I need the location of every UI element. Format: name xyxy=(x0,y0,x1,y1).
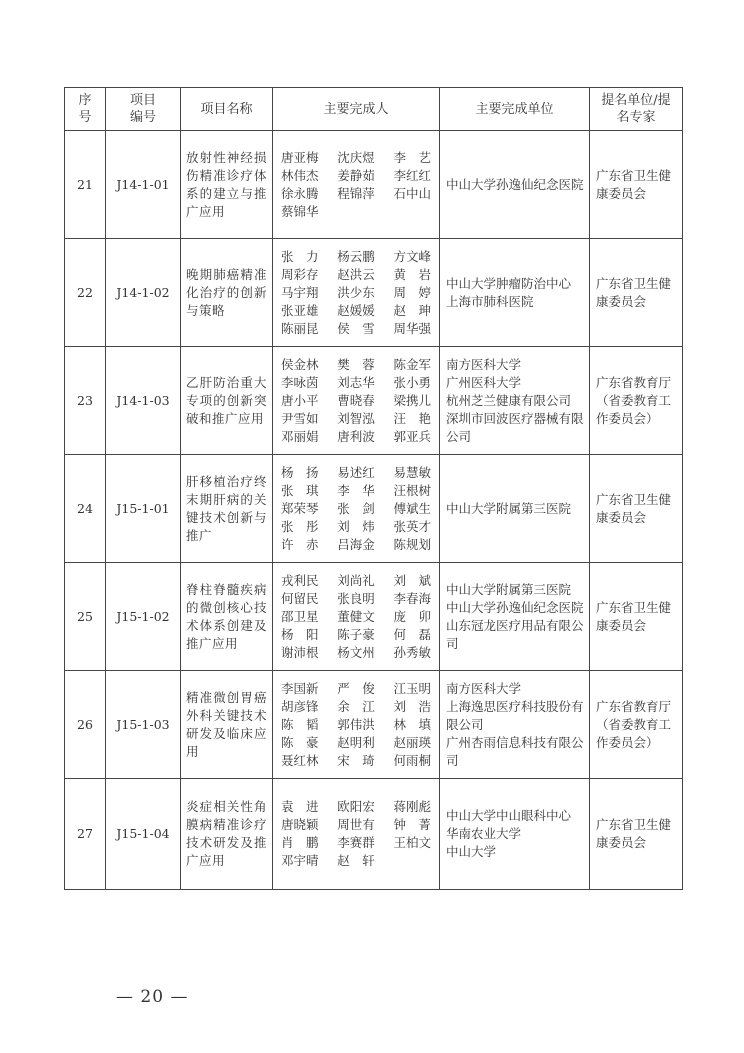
contributor-name: 汪 艳 xyxy=(393,410,431,426)
project-name: 晚期肺癌精准化治疗的创新与策略 xyxy=(181,239,273,347)
contributors-grid xyxy=(273,680,439,770)
contributor-name: 马宇翔 xyxy=(281,284,319,300)
contributor-name: 张亚雄 xyxy=(281,302,319,318)
nominating-unit: 广东省卫生健康委员会 xyxy=(590,131,683,239)
main-contributors xyxy=(273,131,440,239)
contributor-name: 赵洪云 xyxy=(337,266,375,282)
contributor-name: 汪根树 xyxy=(393,482,431,498)
contributor-name: 陈丽昆 xyxy=(281,320,319,336)
contributor-name: 杨文州 xyxy=(337,644,375,660)
main-contributors xyxy=(273,671,440,779)
row-index: 25 xyxy=(65,563,106,671)
project-code: J14-1-01 xyxy=(106,131,181,239)
contributor-name: 赵 轩 xyxy=(337,853,375,868)
contributor-name: 刘尚礼 xyxy=(337,572,375,588)
unit-name: 南方医科大学 xyxy=(446,356,522,372)
contributor-name: 邵卫星 xyxy=(281,608,319,624)
contributor-name: 刘志华 xyxy=(337,374,375,390)
award-table xyxy=(64,87,683,890)
nominating-unit: 广东省卫生健康委员会 xyxy=(590,239,683,347)
contributor-name: 何留民 xyxy=(281,590,319,606)
contributor-name: 林 填 xyxy=(393,716,431,732)
completing-units xyxy=(440,455,590,563)
contributor-name: 尹雪如 xyxy=(281,410,319,426)
contributor-name: 陈 豪 xyxy=(281,734,319,750)
project-code: J15-1-01 xyxy=(106,455,181,563)
contributor-name: 黄 岩 xyxy=(393,266,431,282)
contributor-name: 王柏文 xyxy=(393,835,431,850)
nominating-unit: 广东省卫生健康委员会 xyxy=(590,563,683,671)
contributor-name: 李国新 xyxy=(281,680,319,696)
header-units: 主要完成单位 xyxy=(440,88,590,131)
nominating-unit: 广东省教育厅（省委教育工作委员会） xyxy=(590,347,683,455)
contributor-name: 梁携儿 xyxy=(393,392,431,408)
contributor-name: 刘 斌 xyxy=(393,572,431,588)
unit-name: 中山大学附属第三医院 xyxy=(446,500,572,516)
contributor-name: 赵丽瑛 xyxy=(393,734,431,750)
completing-units xyxy=(440,239,590,347)
project-code: J15-1-04 xyxy=(106,779,181,890)
project-name: 放射性神经损伤精准诊疗体系的建立与推广应用 xyxy=(181,131,273,239)
contributor-name: 钟 菁 xyxy=(393,817,431,832)
unit-name: 中山大学孙逸仙纪念医院 xyxy=(446,176,584,192)
table-row xyxy=(65,455,683,563)
header-code: 项目编号 xyxy=(106,88,181,131)
unit-name: 深圳市回波医疗器械有限公司 xyxy=(446,410,584,444)
contributor-name: 张良明 xyxy=(337,590,375,606)
row-index: 21 xyxy=(65,131,106,239)
main-contributors xyxy=(273,563,440,671)
unit-name: 广州杏雨信息科技有限公司 xyxy=(446,734,584,768)
header-people: 主要完成人 xyxy=(273,88,440,131)
contributor-name: 张 彤 xyxy=(281,518,319,534)
contributors-grid xyxy=(273,572,439,662)
project-name: 精准微创胃癌外科关键技术研发及临床应用 xyxy=(181,671,273,779)
contributor-name: 郭伟洪 xyxy=(337,716,375,732)
main-contributors xyxy=(273,239,440,347)
contributor-name: 刘 炜 xyxy=(337,518,375,534)
main-contributors xyxy=(273,779,440,890)
contributor-name: 肖 鹏 xyxy=(281,835,319,850)
contributor-name: 邓丽娟 xyxy=(281,428,319,444)
completing-units xyxy=(440,131,590,239)
contributor-name: 胡彦锋 xyxy=(281,698,319,714)
contributor-name: 张 力 xyxy=(281,248,319,264)
contributor-name: 石中山 xyxy=(393,185,431,201)
contributor-name: 杨 扬 xyxy=(281,464,319,480)
contributor-name: 吕海金 xyxy=(337,536,375,552)
contributor-name: 唐利波 xyxy=(337,428,375,444)
contributor-name: 郭亚兵 xyxy=(393,428,431,444)
contributor-name: 蔡锦华 xyxy=(281,203,319,219)
contributor-name: 唐小平 xyxy=(281,392,319,408)
contributor-name: 洪少东 xyxy=(337,284,375,300)
contributor-name: 易慧敏 xyxy=(393,464,431,480)
contributor-name: 邓宇晴 xyxy=(281,853,319,868)
contributor-name: 李 艺 xyxy=(393,149,431,165)
completing-units xyxy=(440,347,590,455)
project-code: J15-1-02 xyxy=(106,563,181,671)
unit-name: 上海市肺科医院 xyxy=(446,293,534,309)
contributor-name: 易述红 xyxy=(337,464,375,480)
nominating-unit: 广东省卫生健康委员会 xyxy=(590,455,683,563)
table-row xyxy=(65,563,683,671)
row-index: 26 xyxy=(65,671,106,779)
completing-units xyxy=(440,671,590,779)
contributor-name: 唐晓颖 xyxy=(281,817,319,832)
completing-units xyxy=(440,779,590,890)
table-header-row xyxy=(65,88,683,131)
contributor-name: 李红红 xyxy=(393,167,431,183)
table-row xyxy=(65,779,683,890)
contributor-name: 李春海 xyxy=(393,590,431,606)
contributor-name: 侯 雪 xyxy=(337,320,375,336)
contributor-name: 李赛群 xyxy=(337,835,375,850)
contributor-name: 侯金林 xyxy=(281,356,319,372)
header-name: 项目名称 xyxy=(181,88,273,131)
row-index: 22 xyxy=(65,239,106,347)
contributor-name: 程锦萍 xyxy=(337,185,375,201)
page-number: — 20 — xyxy=(116,987,189,1007)
contributor-name: 严 俊 xyxy=(337,680,375,696)
table-row xyxy=(65,671,683,779)
contributor-name: 许 赤 xyxy=(281,536,319,552)
row-index: 27 xyxy=(65,779,106,890)
contributor-name: 张 剑 xyxy=(337,500,375,516)
row-index: 23 xyxy=(65,347,106,455)
contributor-name: 聂红林 xyxy=(281,752,319,768)
unit-name: 中山大学孙逸仙纪念医院 xyxy=(446,599,584,615)
header-index: 序号 xyxy=(65,88,106,131)
contributor-name: 周 婷 xyxy=(393,284,431,300)
project-code: J14-1-03 xyxy=(106,347,181,455)
contributor-name: 庞 卯 xyxy=(393,608,431,624)
contributor-name: 林伟杰 xyxy=(281,167,319,183)
contributor-name: 曹晓春 xyxy=(337,392,375,408)
contributor-name: 周华强 xyxy=(393,320,431,336)
contributor-name: 赵媛媛 xyxy=(337,302,375,318)
unit-name: 中山大学中山眼科中心 xyxy=(446,808,572,823)
contributor-name: 姜静茹 xyxy=(337,167,375,183)
table-row xyxy=(65,239,683,347)
contributor-name: 谢沛根 xyxy=(281,644,319,660)
contributor-name: 张小勇 xyxy=(393,374,431,390)
contributor-name: 戎利民 xyxy=(281,572,319,588)
contributor-name: 蒋刚彪 xyxy=(393,799,431,814)
contributor-name: 李咏茵 xyxy=(281,374,319,390)
contributor-name: 张英才 xyxy=(393,518,431,534)
contributor-name: 余 江 xyxy=(337,698,375,714)
unit-name: 中山大学 xyxy=(446,844,497,859)
contributor-name: 刘 浩 xyxy=(393,698,431,714)
unit-name: 南方医科大学 xyxy=(446,680,522,696)
project-code: J15-1-03 xyxy=(106,671,181,779)
contributor-name: 张 琪 xyxy=(281,482,319,498)
nominating-unit: 广东省教育厅（省委教育工作委员会） xyxy=(590,671,683,779)
contributor-name: 沈庆煜 xyxy=(337,149,375,165)
contributors-grid xyxy=(273,356,439,446)
contributor-name: 郑荣琴 xyxy=(281,500,319,516)
contributor-name: 唐亚梅 xyxy=(281,149,319,165)
contributor-name: 陈 韬 xyxy=(281,716,319,732)
contributor-name: 宋 琦 xyxy=(337,752,375,768)
contributors-grid xyxy=(273,464,439,554)
contributor-name: 陈子豪 xyxy=(337,626,375,642)
contributor-name: 陈规划 xyxy=(393,536,431,552)
project-code: J14-1-02 xyxy=(106,239,181,347)
contributor-name: 徐永腾 xyxy=(281,185,319,201)
table-row xyxy=(65,347,683,455)
contributors-grid xyxy=(273,798,439,870)
contributor-name: 刘智泓 xyxy=(337,410,375,426)
contributor-name: 傅斌生 xyxy=(393,500,431,516)
contributors-grid xyxy=(273,149,439,221)
contributor-name: 陈金军 xyxy=(393,356,431,372)
header-nominator: 提名单位/提名专家 xyxy=(590,88,683,131)
contributor-name: 江玉明 xyxy=(393,680,431,696)
contributor-name: 方文峰 xyxy=(393,248,431,264)
contributor-name: 杨云鹏 xyxy=(337,248,375,264)
unit-name: 华南农业大学 xyxy=(446,826,522,841)
main-contributors xyxy=(273,455,440,563)
contributor-name: 袁 进 xyxy=(281,799,319,814)
contributor-name: 李 华 xyxy=(337,482,375,498)
unit-name: 中山大学附属第三医院 xyxy=(446,581,572,597)
completing-units xyxy=(440,563,590,671)
table-row xyxy=(65,131,683,239)
contributor-name: 周彩存 xyxy=(281,266,319,282)
unit-name: 中山大学肿瘤防治中心 xyxy=(446,275,572,291)
project-name: 肝移植治疗终末期肝病的关键技术创新与推广 xyxy=(181,455,273,563)
unit-name: 山东冠龙医疗用品有限公司 xyxy=(446,617,584,651)
contributors-grid xyxy=(273,248,439,338)
unit-name: 杭州芝兰健康有限公司 xyxy=(446,392,572,408)
contributor-name: 欧阳宏 xyxy=(337,799,375,814)
contributor-name: 董健文 xyxy=(337,608,375,624)
contributor-name: 赵 珅 xyxy=(393,302,431,318)
contributor-name: 何 磊 xyxy=(393,626,431,642)
contributor-name: 周世有 xyxy=(337,817,375,832)
contributor-name: 何雨桐 xyxy=(393,752,431,768)
nominating-unit: 广东省卫生健康委员会 xyxy=(590,779,683,890)
project-name: 炎症相关性角膜病精准诊疗技术研发及推广应用 xyxy=(181,779,273,890)
contributor-name: 孙秀敏 xyxy=(393,644,431,660)
main-contributors xyxy=(273,347,440,455)
project-name: 脊柱脊髓疾病的微创核心技术体系创建及推广应用 xyxy=(181,563,273,671)
contributor-name: 杨 阳 xyxy=(281,626,319,642)
unit-name: 广州医科大学 xyxy=(446,374,522,390)
contributor-name: 樊 蓉 xyxy=(337,356,375,372)
unit-name: 上海逸思医疗科技股份有限公司 xyxy=(446,698,584,732)
row-index: 24 xyxy=(65,455,106,563)
contributor-name: 赵明利 xyxy=(337,734,375,750)
project-name: 乙肝防治重大专项的创新突破和推广应用 xyxy=(181,347,273,455)
